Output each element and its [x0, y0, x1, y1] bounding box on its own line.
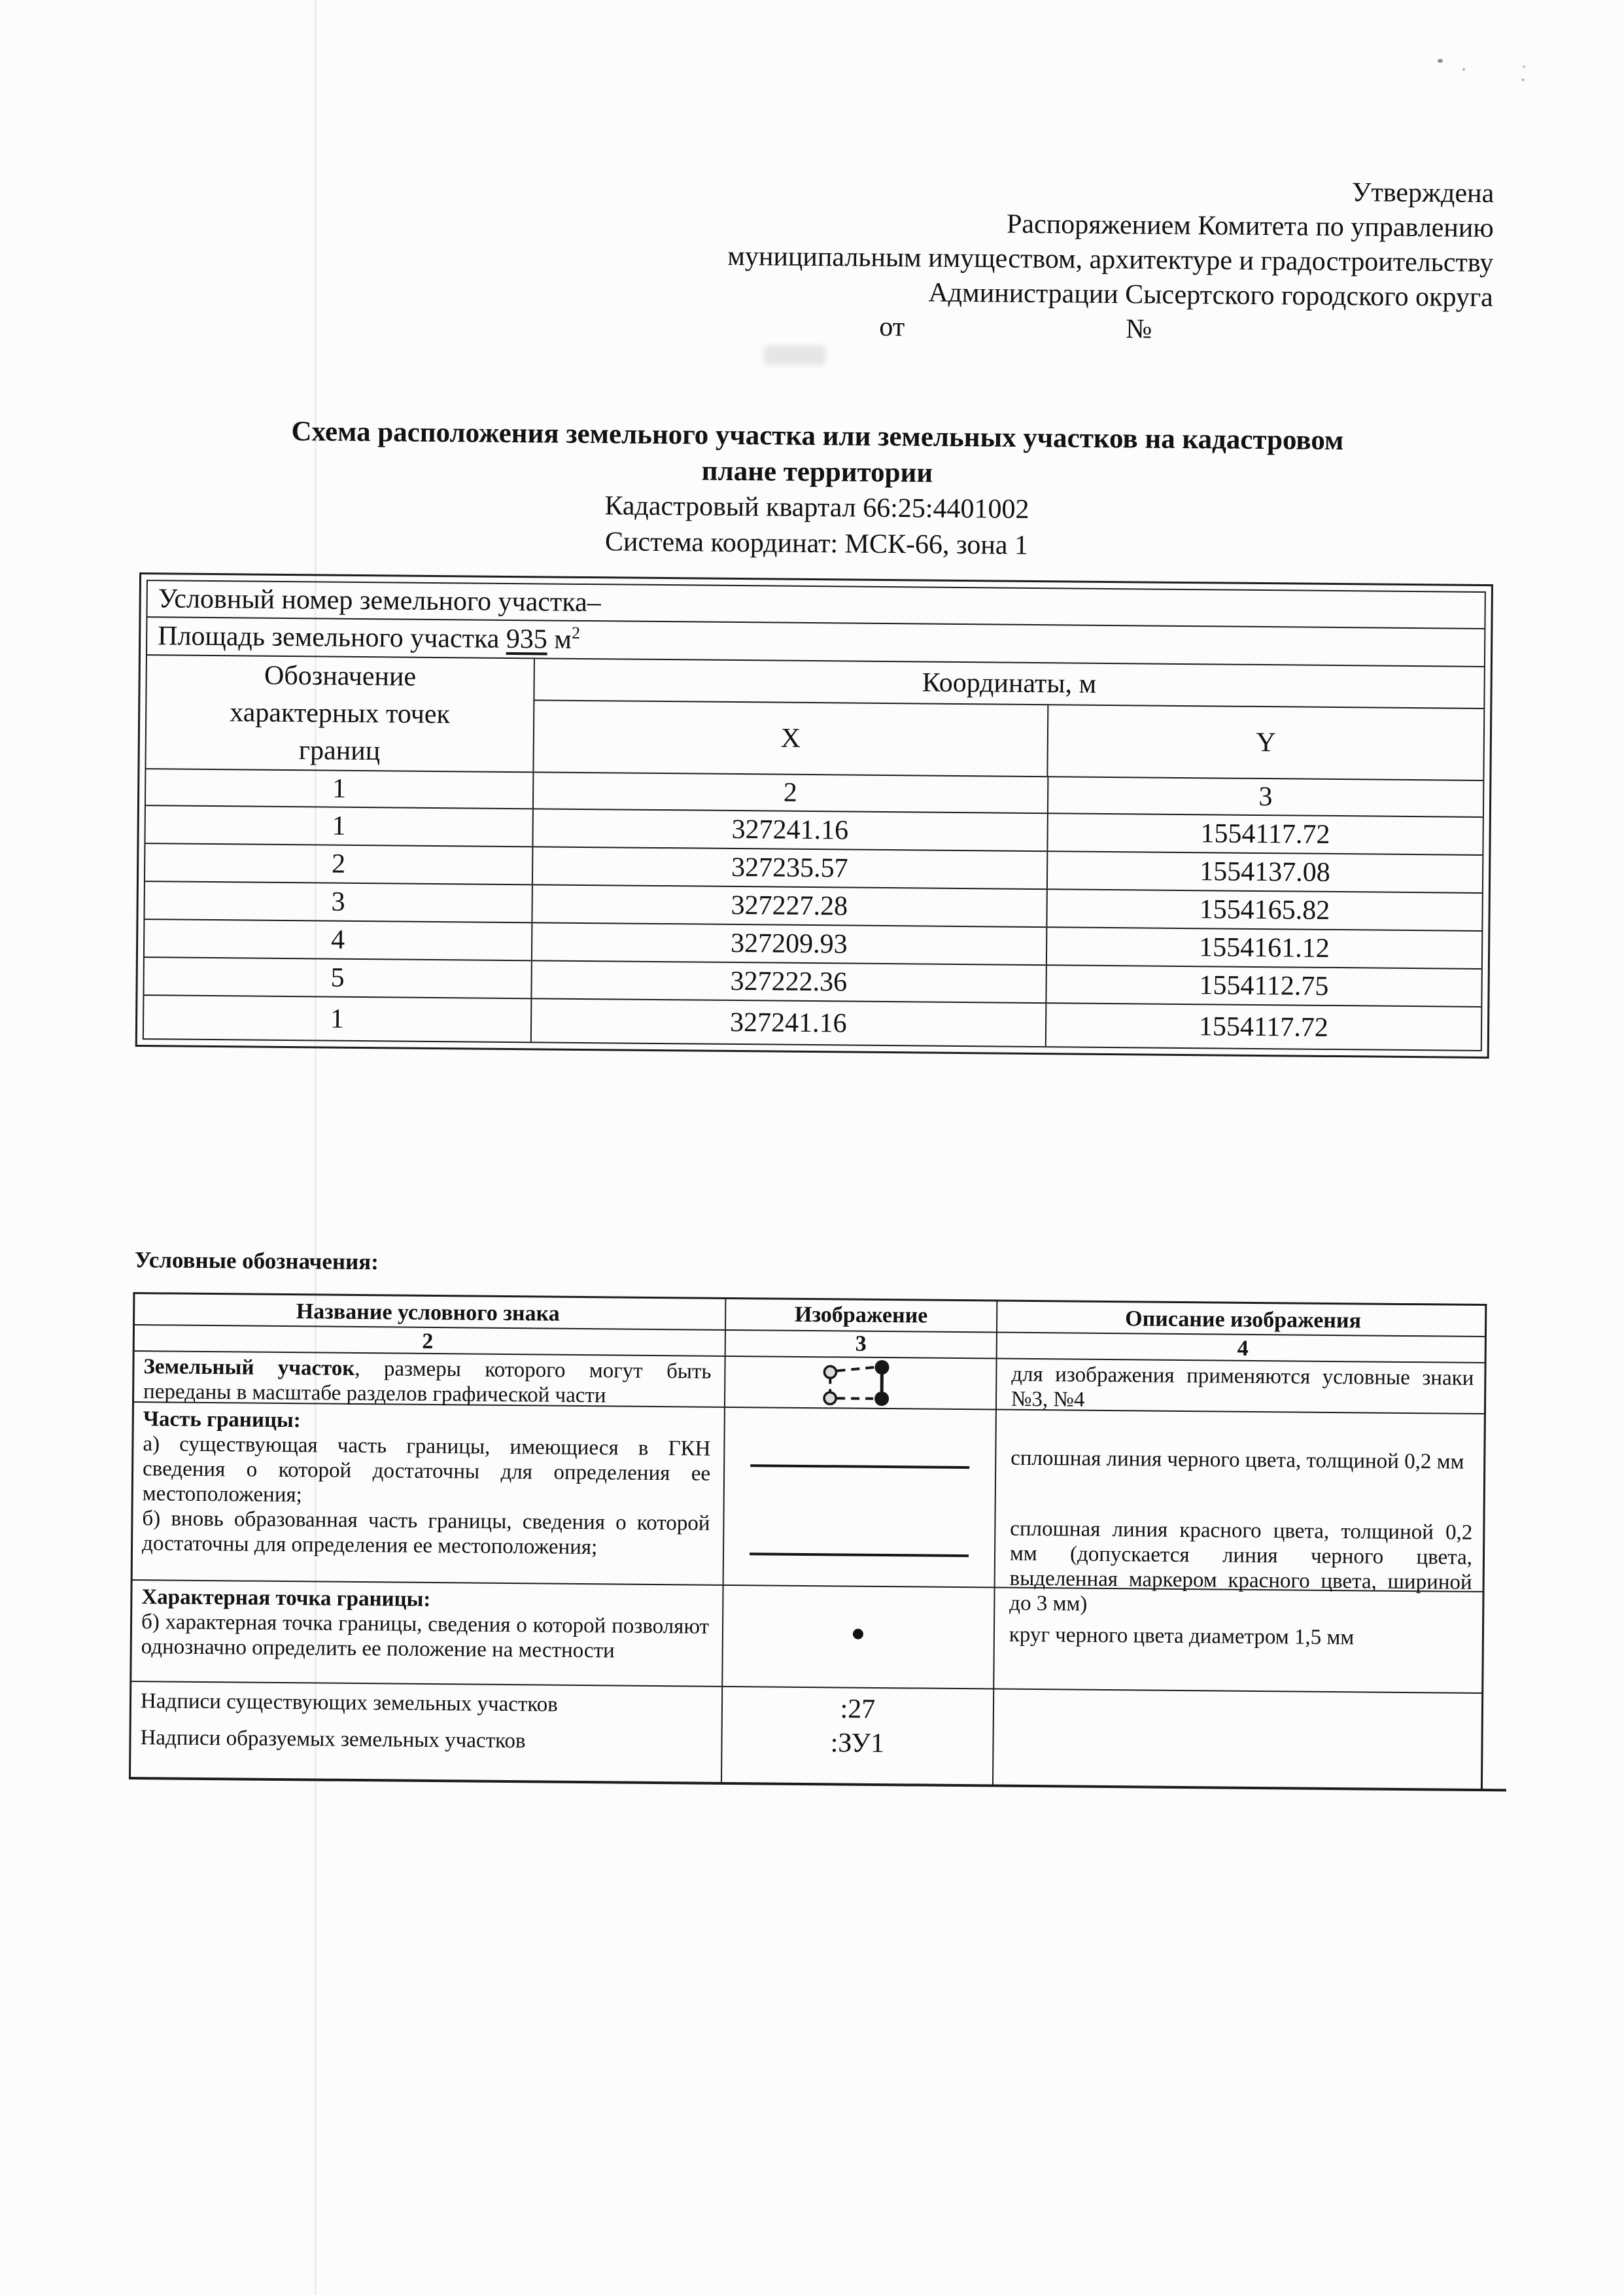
- point-number: 5: [144, 958, 532, 998]
- approval-line-1: Утверждена: [1351, 177, 1494, 209]
- legend-column-numbers-row: 2 3 4: [135, 1325, 1485, 1363]
- legend-name-cell: [131, 1581, 723, 1686]
- legend-description-cell: круг черного цвета диаметром 1,5 мм: [1009, 1622, 1355, 1650]
- characteristic-point-item-b: б) характерная точка границы, сведения о которой позволяют однозначно определить ее положение на местности: [141, 1610, 710, 1663]
- x-value: 327241.16: [533, 809, 1048, 850]
- legend-name-cell: [134, 1352, 726, 1407]
- legend-header-description: Описание изображения: [1125, 1306, 1362, 1333]
- x-column-header: X: [534, 701, 1048, 776]
- area-unit: $м^2$: [554, 623, 581, 655]
- legend-name-cell: [133, 1403, 725, 1585]
- legend-name-cell: [131, 1682, 723, 1783]
- x-value: 327227.28: [532, 885, 1047, 926]
- legend-row-labels: [131, 1682, 1481, 1789]
- legend-description-cell: для изображения применяются условные знаки №3, №4: [1011, 1362, 1474, 1412]
- page-title-line-1: Схема расположения земельного участка или земельных участков на кадастровом: [291, 416, 1344, 457]
- legend-row-characteristic-point: [131, 1581, 1482, 1694]
- approval-line-2: Распоряжением Комитета по управлению: [1006, 209, 1494, 244]
- x-value: 327235.57: [533, 847, 1048, 888]
- x-value: 327222.36: [532, 961, 1046, 1002]
- existing-parcels-labels: Надписи существующих земельных участков: [140, 1689, 558, 1717]
- legend-table: [129, 1292, 1487, 1789]
- from-label: от: [879, 311, 905, 343]
- number-sign: №: [1125, 314, 1152, 345]
- point-number: 1: [145, 806, 533, 846]
- legend-description-cell: [995, 1410, 1483, 1616]
- coordinate-system: Система координат: МСК-66, зона 1: [604, 527, 1029, 561]
- boundary-part-item-a: а) существующая часть границы, имеющиеся в ГКН сведения о которой достаточны для определения ее местоположения;: [142, 1432, 711, 1507]
- point-number: 2: [145, 844, 533, 884]
- y-value: 1554117.72: [1198, 1011, 1329, 1043]
- legend-header-name: Название условного знака: [135, 1294, 726, 1329]
- legend-image-cell: [722, 1687, 994, 1785]
- boundary-part-item-b: б) вновь образованная часть границы, сведения о которой достаточны для определения ее местоположения;: [141, 1507, 710, 1560]
- title-block: [139, 412, 1494, 568]
- existing-boundary-description: сплошная линия черного цвета, толщиной 0,2 мм: [1011, 1446, 1464, 1474]
- y-column-header: Y: [1256, 727, 1276, 758]
- new-boundary-line-icon: [750, 1552, 969, 1557]
- approval-line-3: муниципальным имуществом, архитектуре и градостроительству: [727, 241, 1494, 279]
- page-title-line-2: плане территории: [701, 455, 933, 489]
- column-numbers-row: 1 2 3: [146, 769, 1483, 818]
- legend-image-cell: [723, 1586, 995, 1689]
- existing-parcel-label-sample: :27: [840, 1694, 876, 1725]
- legend-description-cell: [993, 1690, 1481, 1789]
- boundary-part-title: Часть границы:: [143, 1407, 301, 1433]
- x-value: 327241.16: [532, 999, 1046, 1046]
- x-value: 327209.93: [532, 923, 1047, 964]
- y-value: 1554137.08: [1200, 856, 1330, 888]
- new-boundary-description: сплошная линия красного цвета, толщиной 0,2 мм (допускается линия черного цвета, выделенная маркером красного цвета, шириной до 3 мм): [1009, 1516, 1473, 1616]
- area-label: Площадь земельного участка: [158, 621, 500, 654]
- legend-name-rest: , размеры которого могут быть переданы в масштабе разделов графической части: [143, 1356, 712, 1408]
- y-value: 1554112.75: [1199, 970, 1329, 1002]
- approval-line-4: Администрации Сысертского городского округа: [928, 277, 1494, 313]
- legend-heading: Условные обозначения:: [134, 1247, 379, 1275]
- formed-parcels-labels: Надписи образуемых земельных участков: [140, 1726, 526, 1753]
- area-exponent: 2: [571, 623, 581, 642]
- y-value: 1554161.12: [1199, 932, 1330, 964]
- coordinates-header: Координаты, м: [534, 659, 1484, 709]
- point-number: 1: [144, 996, 532, 1042]
- designation-column-header: Обозначение характерных точек границ: [146, 656, 534, 771]
- legend-name-bold: Земельный участок: [143, 1355, 355, 1380]
- formed-parcel-label-sample: :ЗУ1: [830, 1728, 885, 1759]
- legend-image-cell: [725, 1357, 997, 1409]
- coordinate-table: [135, 572, 1493, 1059]
- existing-boundary-line-icon: [750, 1464, 969, 1469]
- boundary-point-dot-icon: [853, 1629, 863, 1639]
- conditional-number-label: Условный номер земельного участка–: [158, 584, 601, 618]
- legend-image-cell: [724, 1408, 997, 1587]
- approval-block: [560, 169, 1494, 350]
- cadastral-quarter: Кадастровый квартал 66:25:4401002: [604, 491, 1029, 525]
- legend-header-image: Изображение: [726, 1299, 997, 1332]
- area-value: 935: [506, 623, 548, 655]
- parcel-sketch-icon: [821, 1359, 900, 1407]
- point-number: 4: [145, 920, 532, 960]
- table-header-row: [146, 656, 1483, 781]
- y-value: 1554117.72: [1200, 818, 1330, 850]
- characteristic-point-title: Характерная точка границы:: [141, 1585, 431, 1611]
- point-number: 3: [145, 882, 532, 922]
- y-value: 1554165.82: [1199, 894, 1330, 926]
